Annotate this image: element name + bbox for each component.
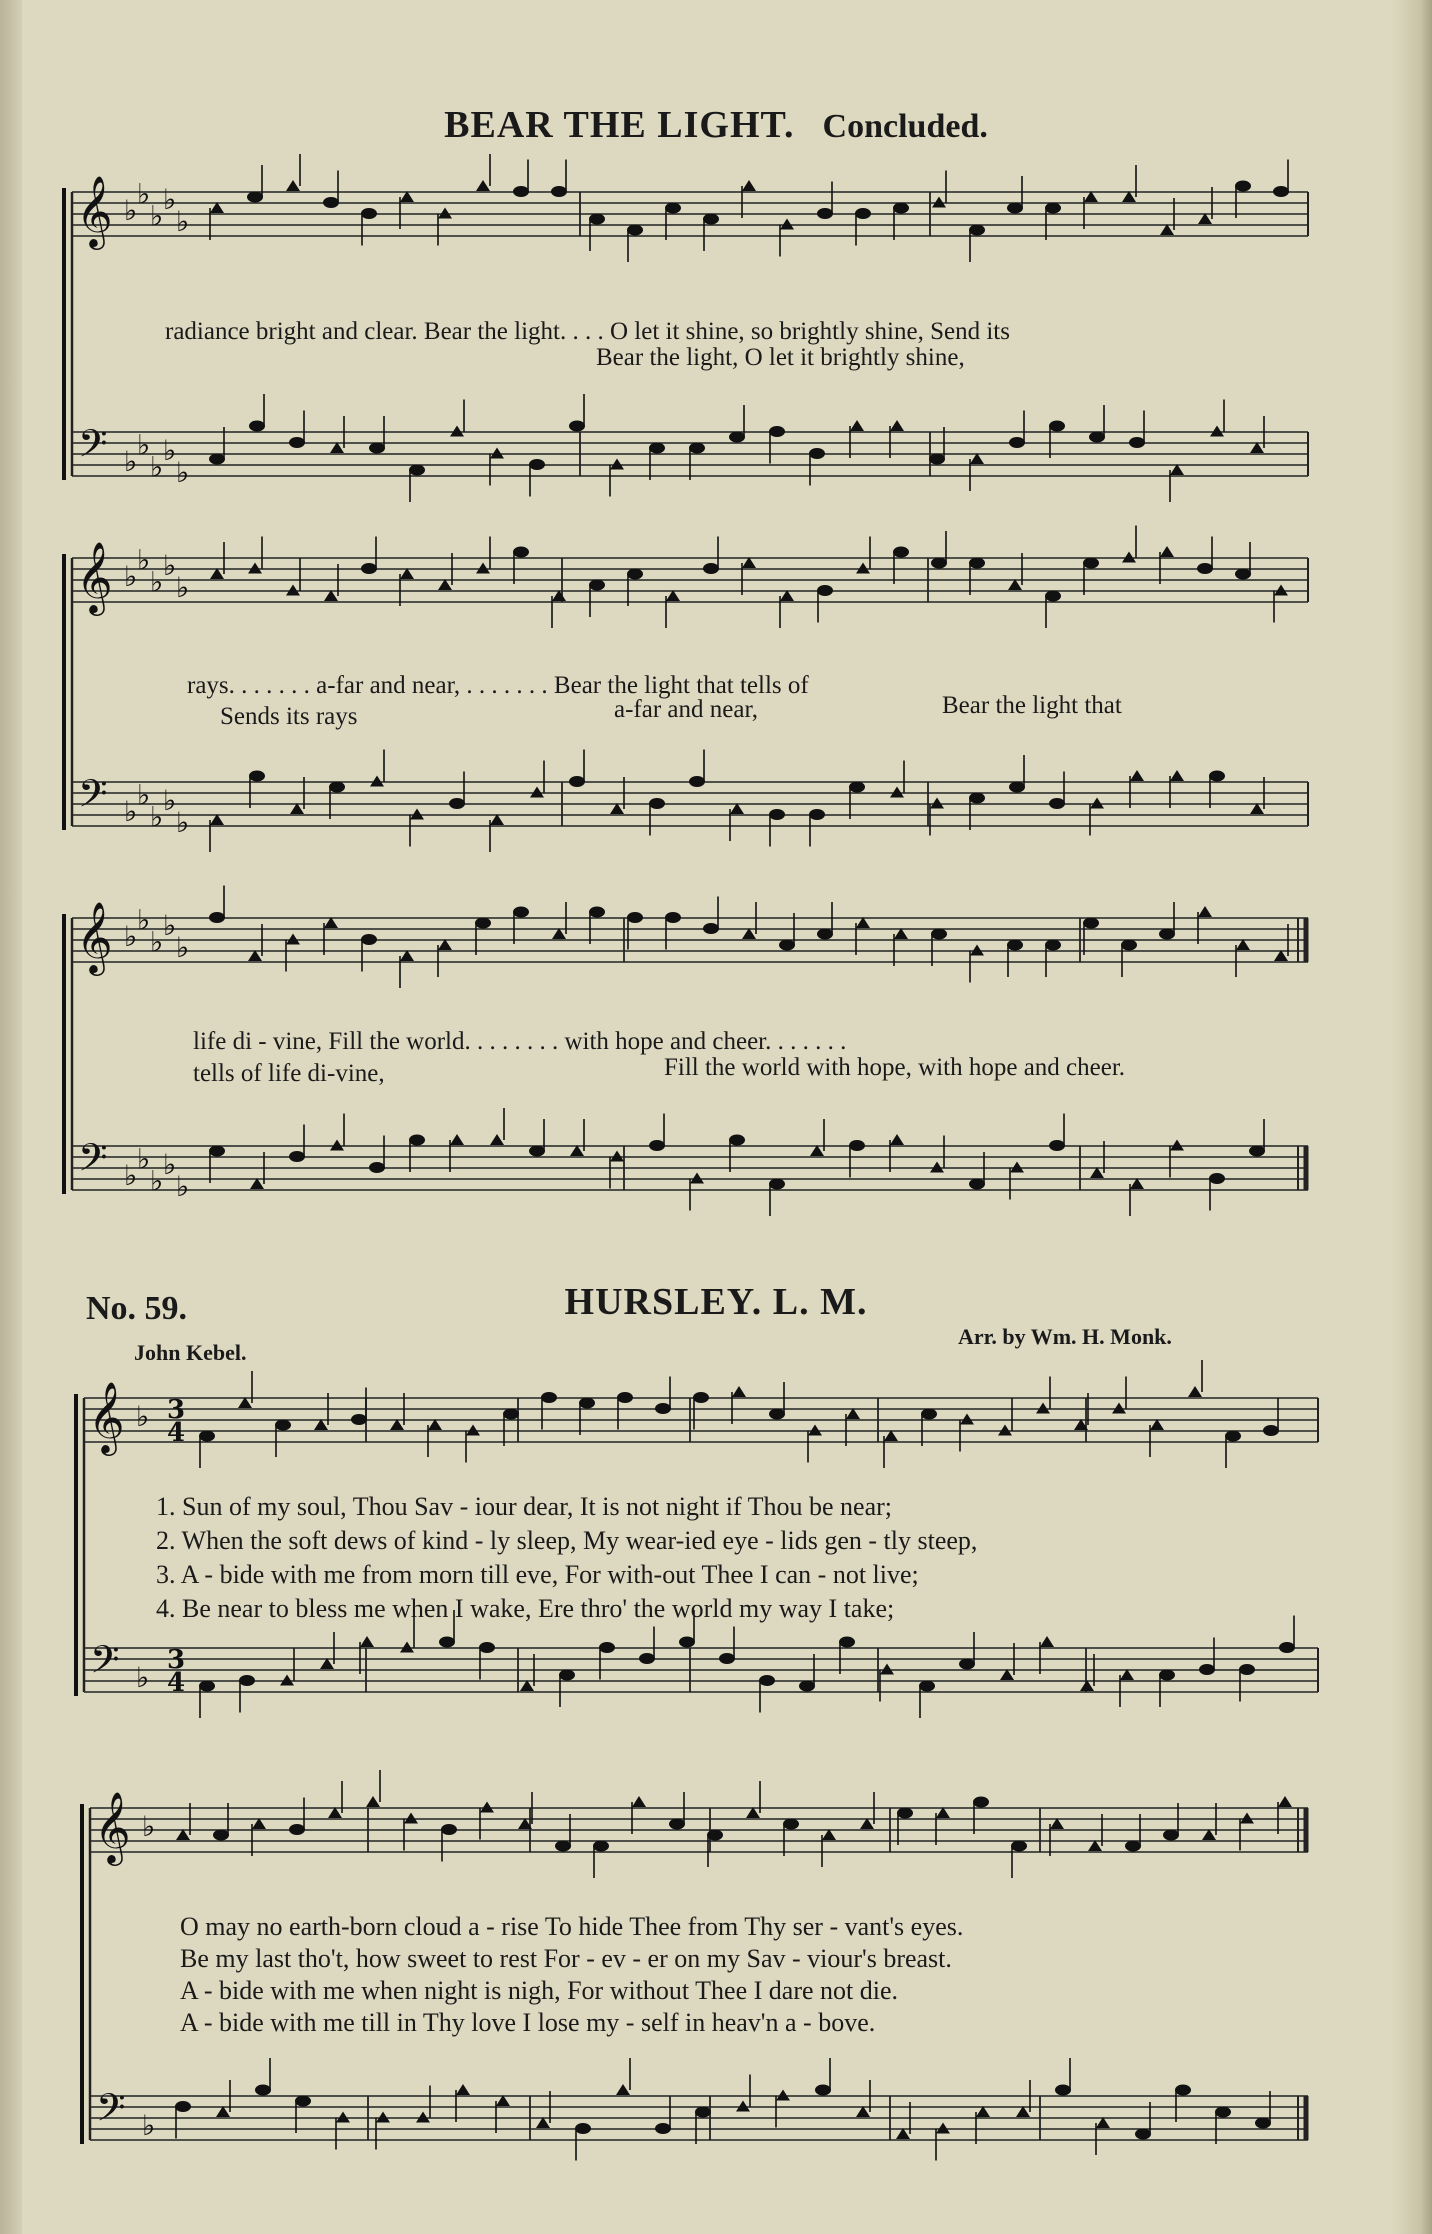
flat-sign: ♭ [124, 194, 138, 227]
flat-sign: ♭ [176, 1170, 190, 1203]
treble-note [1235, 181, 1251, 192]
treble-note [513, 547, 529, 558]
flat-sign: ♭ [150, 925, 164, 959]
bass-note [1049, 1140, 1065, 1151]
flat-sign: ♭ [137, 1142, 151, 1176]
treble-note [351, 1414, 367, 1425]
bass-note [209, 454, 225, 465]
bass-note [649, 798, 665, 809]
verse-line: A - bide with me when night is nigh, For without Thee I dare not die. [180, 1976, 899, 2005]
treble-note [969, 558, 985, 569]
treble-note [589, 907, 605, 918]
bass-note [639, 1653, 655, 1664]
treble-note [897, 1808, 913, 1819]
bass-note [809, 448, 825, 459]
bass-note [1009, 437, 1025, 448]
treble-note [1112, 1403, 1126, 1414]
bass-note [249, 771, 265, 782]
treble-note [441, 1824, 457, 1835]
treble-note [665, 203, 681, 214]
bass-note [969, 1179, 985, 1190]
treble-note [209, 912, 225, 923]
bass-note [599, 1642, 615, 1653]
bass-note [649, 1140, 665, 1151]
treble-note [969, 225, 985, 236]
bass-note [369, 443, 385, 454]
treble-note [669, 1819, 685, 1830]
bass-note [1129, 437, 1145, 448]
bass-note [610, 1151, 624, 1162]
treble-note [503, 1409, 519, 1420]
bass-note [729, 1135, 745, 1146]
bass-note [890, 1134, 904, 1145]
treble-note [513, 186, 529, 197]
flat-sign: ♭ [176, 205, 190, 238]
bass-note [409, 1135, 425, 1146]
treble-note [1007, 203, 1023, 214]
treble-note [1197, 563, 1213, 574]
verse-line: O may no earth-born cloud a - rise To hide Thee from Thy ser - vant's eyes. [180, 1912, 964, 1941]
treble-note [1159, 929, 1175, 940]
bass-note [376, 2112, 390, 2123]
flat-sign: ♭ [150, 1164, 164, 1198]
bass-note [890, 420, 904, 431]
bass-note [1130, 770, 1144, 781]
bass-clef: 𝄢 [78, 421, 108, 475]
time-signature: 4 [167, 1418, 186, 1448]
bass-note [1055, 2085, 1071, 2096]
bass-note [849, 1140, 865, 1151]
treble-note [627, 569, 643, 580]
treble-note [213, 1830, 229, 1841]
treble-note [1274, 585, 1288, 596]
bass-note [1159, 1670, 1175, 1681]
treble-note [732, 1386, 746, 1397]
treble-note [931, 929, 947, 940]
flat-sign: ♭ [137, 428, 151, 462]
bass-note [490, 1134, 504, 1145]
bass-note [456, 2084, 470, 2095]
verse-line: 1. Sun of my soul, Thou Sav - iour dear, It is not night if Thou be near; [156, 1492, 893, 1521]
flat-sign: ♭ [163, 909, 177, 942]
flat-sign: ♭ [150, 450, 164, 484]
treble-note [593, 1841, 609, 1852]
flat-sign: ♭ [163, 549, 177, 582]
bass-note [1239, 1664, 1255, 1675]
flat-sign: ♭ [176, 931, 190, 964]
bass-note [936, 2123, 950, 2134]
bass-note [479, 1642, 495, 1653]
lyric-line: rays. . . . . . . a-far and near, . . . . . . . Bear the light that tells of [187, 672, 809, 699]
lyric-line: radiance bright and clear. Bear the light. . . . O let it shine, so brightly shine, Send its [165, 318, 1010, 345]
bass-note [330, 1140, 344, 1151]
bass-note [295, 2096, 311, 2107]
treble-note [475, 918, 491, 929]
treble-note [783, 1819, 799, 1830]
bass-note [329, 782, 345, 793]
lyric-line: life di - vine, Fill the world. . . . . . . . with hope and cheer. . . . . . . [193, 1028, 847, 1055]
treble-clef: 𝄞 [88, 1380, 125, 1453]
treble-note [998, 1425, 1012, 1436]
bass-note [1210, 426, 1224, 437]
bass-note [1209, 771, 1225, 782]
bass-note [409, 465, 425, 476]
bass-note [969, 793, 985, 804]
treble-note [627, 912, 643, 923]
bass-note [769, 809, 785, 820]
title-main: BEAR THE LIGHT. [444, 104, 795, 146]
bass-note [239, 1675, 255, 1686]
bass-note [799, 1681, 815, 1692]
bass-note [930, 1162, 944, 1173]
bass-note [930, 798, 944, 809]
bass-note [1175, 2085, 1191, 2096]
bass-note [199, 1681, 215, 1692]
bass-note [255, 2085, 271, 2096]
flat-sign: ♭ [150, 565, 164, 599]
treble-note [655, 1403, 671, 1414]
treble-note [286, 585, 300, 596]
bass-note [1049, 798, 1065, 809]
treble-note [893, 203, 909, 214]
bass-note [450, 1134, 464, 1145]
flat-sign: ♭ [124, 795, 138, 828]
treble-note [707, 1830, 723, 1841]
treble-note [589, 214, 605, 225]
flat-sign: ♭ [163, 1148, 177, 1181]
treble-note [932, 197, 946, 208]
treble-note [1036, 1403, 1050, 1414]
bass-note [450, 426, 464, 437]
treble-note [1240, 1813, 1254, 1824]
treble-note [1273, 186, 1289, 197]
flat-sign: ♭ [176, 456, 190, 489]
flat-sign: ♭ [163, 784, 177, 817]
treble-note [808, 1425, 822, 1436]
treble-note [703, 923, 719, 934]
bass-note [929, 454, 945, 465]
flat-sign: ♭ [150, 800, 164, 834]
time-signature: 3 [167, 1395, 186, 1425]
bass-note [1199, 1664, 1215, 1675]
lyric-line: Bear the light that [942, 692, 1122, 719]
bass-note [690, 1173, 704, 1184]
flat-sign: ♭ [136, 1400, 150, 1433]
bass-note [719, 1653, 735, 1664]
hymn-title [0, 103, 1432, 147]
treble-note [1163, 1830, 1179, 1841]
time-signature: 3 [167, 1645, 186, 1675]
verse-line: A - bide with me till in Thy love I lose my - self in heav'n a - bove. [180, 2008, 876, 2037]
lyric-line: Fill the world with hope, with hope and cheer. [664, 1054, 1126, 1081]
flat-sign: ♭ [124, 560, 138, 593]
treble-note [632, 1796, 646, 1807]
treble-note [627, 225, 643, 236]
treble-note [1011, 1841, 1027, 1852]
bass-clef: 𝄢 [78, 771, 108, 825]
treble-note [1045, 591, 1061, 602]
bass-note [289, 1151, 305, 1162]
treble-note [617, 1392, 633, 1403]
flat-sign: ♭ [137, 177, 151, 211]
flat-sign: ♭ [176, 571, 190, 604]
flat-sign: ♭ [137, 778, 151, 812]
treble-note [970, 945, 984, 956]
treble-note [289, 1824, 305, 1835]
treble-note [1235, 569, 1251, 580]
treble-note [476, 563, 490, 574]
bass-note [649, 443, 665, 454]
treble-note [779, 940, 795, 951]
bass-note [559, 1670, 575, 1681]
flat-sign: ♭ [124, 920, 138, 953]
treble-note [1263, 1425, 1279, 1436]
treble-note [513, 907, 529, 918]
flat-sign: ♭ [176, 806, 190, 839]
treble-note [1198, 906, 1212, 917]
treble-note [817, 929, 833, 940]
treble-clef: 𝄞 [94, 1790, 131, 1863]
bass-note [1049, 421, 1065, 432]
bass-note [850, 420, 864, 431]
treble-note [466, 1425, 480, 1436]
treble-note [1188, 1386, 1202, 1397]
bass-note [809, 809, 825, 820]
treble-note [931, 558, 947, 569]
treble-note [480, 1802, 494, 1813]
treble-note [703, 563, 719, 574]
verse-line: Be my last tho't, how sweet to rest For - ev - er on my Sav - viour's breast. [180, 1944, 952, 1973]
lyric-line: a-far and near, [614, 696, 759, 723]
bass-note [695, 2107, 711, 2118]
treble-note [780, 219, 794, 230]
treble-note [1225, 1431, 1241, 1442]
bass-note [1255, 2118, 1271, 2129]
treble-note [248, 563, 262, 574]
bass-note [369, 1162, 385, 1173]
lyric-line: tells of life di-vine, [193, 1060, 385, 1087]
flat-sign: ♭ [124, 445, 138, 478]
flat-sign: ♭ [142, 2109, 156, 2142]
bass-note [1249, 1146, 1265, 1157]
bass-note [610, 459, 624, 470]
treble-note [361, 934, 377, 945]
treble-note [589, 580, 605, 591]
bass-note [689, 443, 705, 454]
verse-line: 4. Be near to bless me when I wake, Ere thro' the world my way I take; [156, 1594, 895, 1623]
bass-note [1135, 2129, 1151, 2140]
verse-line: 3. A - bide with me from morn till eve, For with-out Thee I can - not live; [156, 1560, 919, 1589]
treble-clef: 𝄞 [76, 540, 113, 613]
bass-note [439, 1637, 455, 1648]
treble-note [921, 1409, 937, 1420]
hymn-title-hursley: HURSLEY. L. M. [564, 1281, 868, 1323]
bass-note [769, 1179, 785, 1190]
flat-sign: ♭ [163, 434, 177, 467]
treble-note [769, 1409, 785, 1420]
flat-sign: ♭ [163, 183, 177, 216]
treble-note [541, 1392, 557, 1403]
bass-note [1090, 798, 1104, 809]
verse-line: 2. When the soft dews of kind - ly sleep, My wear-ied eye - lids gen - tly steep, [156, 1526, 978, 1555]
treble-note [1007, 940, 1023, 951]
bass-note [249, 421, 265, 432]
hymn-number: No. 59. [86, 1290, 188, 1327]
treble-note [551, 186, 567, 197]
bass-note [815, 2085, 831, 2096]
bass-note [175, 2101, 191, 2112]
treble-note [361, 208, 377, 219]
bass-note [209, 1146, 225, 1157]
bass-note [736, 2101, 750, 2112]
bass-note [360, 1636, 374, 1647]
treble-note [404, 1813, 418, 1824]
treble-note [579, 1398, 595, 1409]
author: John Kebel. [134, 1340, 247, 1365]
bass-note [370, 776, 384, 787]
treble-note [1045, 203, 1061, 214]
bass-note [959, 1659, 975, 1670]
treble-note [247, 192, 263, 203]
bass-note [1040, 1636, 1054, 1647]
bass-note [655, 2123, 671, 2134]
bass-note [336, 2112, 350, 2123]
bass-note [530, 787, 544, 798]
bass-note [880, 1664, 894, 1675]
bass-note [400, 1642, 414, 1653]
treble-note [742, 180, 756, 191]
bass-note [490, 448, 504, 459]
flat-sign: ♭ [136, 1661, 150, 1694]
bass-note [289, 437, 305, 448]
treble-note [817, 585, 833, 596]
bass-note [616, 2084, 630, 2095]
bass-note [1170, 1140, 1184, 1151]
treble-note [693, 1392, 709, 1403]
treble-note [438, 208, 452, 219]
treble-note [1083, 558, 1099, 569]
bass-note [1010, 1162, 1024, 1173]
arranger: Arr. by Wm. H. Monk. [958, 1324, 1172, 1349]
treble-note [856, 563, 870, 574]
bass-note [919, 1681, 935, 1692]
treble-note [855, 208, 871, 219]
bass-note [679, 1637, 695, 1648]
treble-note [1121, 940, 1137, 951]
treble-note [361, 563, 377, 574]
bass-note [849, 782, 865, 793]
treble-note [703, 214, 719, 225]
treble-note [1045, 940, 1061, 951]
bass-note [280, 1675, 294, 1686]
flat-sign: ♭ [124, 1159, 138, 1192]
treble-note [286, 180, 300, 191]
treble-clef: 𝄞 [76, 174, 113, 247]
flat-sign: ♭ [150, 199, 164, 233]
bass-note [449, 798, 465, 809]
bass-clef: 𝄢 [78, 1135, 108, 1189]
treble-note [817, 208, 833, 219]
treble-note [665, 912, 681, 923]
bass-note [410, 809, 424, 820]
bass-note [575, 2123, 591, 2134]
bass-note [1209, 1173, 1225, 1184]
bass-note [569, 421, 585, 432]
bass-note [1170, 770, 1184, 781]
treble-note [555, 1841, 571, 1852]
treble-note [973, 1797, 989, 1808]
bass-note [890, 787, 904, 798]
bass-note [759, 1675, 775, 1686]
bass-note [416, 2112, 430, 2123]
time-signature: 4 [167, 1668, 186, 1698]
bass-note [1279, 1642, 1295, 1653]
bass-note [729, 432, 745, 443]
bass-note [1215, 2107, 1231, 2118]
bass-note [529, 459, 545, 470]
treble-note [893, 547, 909, 558]
flat-sign: ♭ [137, 543, 151, 577]
bass-note [569, 776, 585, 787]
treble-note [476, 180, 490, 191]
bass-clef: 𝄢 [96, 2085, 126, 2139]
treble-note [286, 934, 300, 945]
treble-note [1122, 552, 1136, 563]
bass-note [529, 1146, 545, 1157]
bass-note [839, 1637, 855, 1648]
bass-note [776, 2090, 790, 2101]
flat-sign: ♭ [137, 903, 151, 937]
bass-note [769, 426, 785, 437]
treble-note [1278, 1796, 1292, 1807]
bass-clef: 𝄢 [90, 1637, 120, 1691]
flat-sign: ♭ [142, 1810, 156, 1843]
treble-note [366, 1796, 380, 1807]
lyric-line: Sends its rays [220, 703, 358, 730]
title-concluded: Concluded. [822, 108, 988, 145]
treble-note [1125, 1841, 1141, 1852]
treble-clef: 𝄞 [76, 900, 113, 973]
lyric-line: Bear the light, O let it brightly shine, [596, 344, 965, 371]
bass-note [689, 776, 705, 787]
treble-note [275, 1420, 291, 1431]
treble-note [1160, 546, 1174, 557]
treble-note [960, 1414, 974, 1425]
bass-note [1089, 432, 1105, 443]
treble-note [1083, 918, 1099, 929]
treble-note [199, 1431, 215, 1442]
bass-note [1009, 782, 1025, 793]
treble-note [323, 197, 339, 208]
